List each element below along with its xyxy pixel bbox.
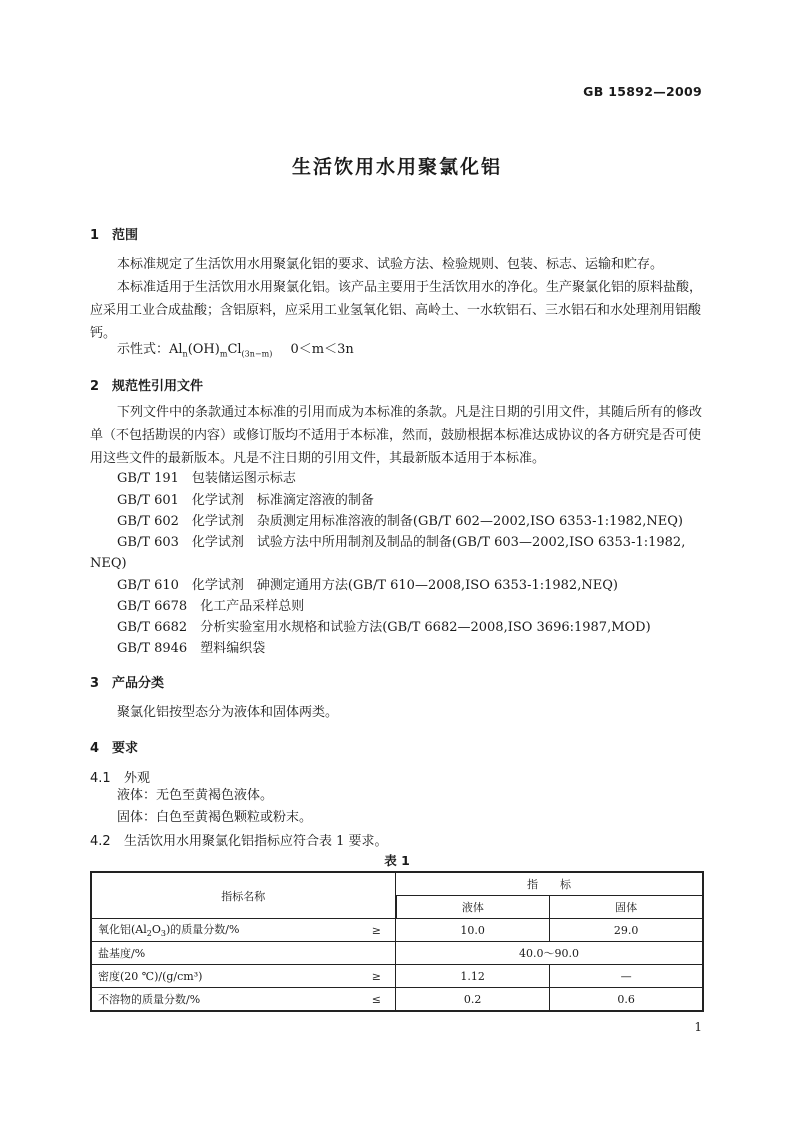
subsection-title: 生活饮用水用聚氯化铝指标应符合表 1 要求。 [124, 834, 388, 849]
reference-item: GB/T 610 化学试剂 砷测定通用方法(GB/T 610—2008,ISO 6353-1:1982,NEQ) [117, 578, 618, 593]
formula-range: 0＜m＜3n [290, 342, 354, 357]
section-title: 范围 [112, 228, 139, 243]
row-liquid-value: 1.12 [396, 965, 550, 988]
section-number: 2 [90, 379, 100, 394]
section-number: 4 [90, 741, 100, 756]
row-operator: ≤ [358, 988, 396, 1012]
row-solid-value: 29.0 [550, 919, 703, 942]
reference-item-continuation: NEQ) [90, 556, 127, 571]
standard-number: GB 15892—2009 [583, 84, 702, 99]
reference-item: GB/T 601 化学试剂 标准滴定溶液的制备 [117, 493, 374, 508]
appearance-liquid: 液体：无色至黄褐色液体。 [117, 788, 274, 803]
section-4-heading [90, 737, 138, 756]
row-solid-value: — [550, 965, 703, 988]
formula-sub-m: m [219, 349, 228, 359]
document-title: 生活饮用水用聚氯化铝 [291, 156, 502, 178]
reference-item: GB/T 191 包装储运图示标志 [117, 471, 296, 486]
row-name: 不溶物的质量分数/% [91, 988, 358, 1012]
section-title: 产品分类 [112, 676, 165, 691]
formula-mid: (OH) [187, 342, 220, 357]
section-title: 规范性引用文件 [112, 379, 204, 394]
section-3-heading [90, 672, 164, 691]
row-name: 密度(20 ℃)/(g/cm³) [91, 965, 358, 988]
table-header-row [91, 872, 703, 896]
formula-sub-3nm: (3n−m) [241, 349, 273, 359]
table-row [91, 942, 703, 965]
section-1-heading [90, 224, 138, 243]
row-solid-value: 0.6 [550, 988, 703, 1012]
formula-prefix: 示性式：Al [117, 342, 183, 357]
row-merged-value: 40.0～90.0 [396, 942, 703, 965]
table-caption: 表 1 [384, 853, 410, 868]
reference-item: GB/T 6682 分析实验室用水规格和试验方法(GB/T 6682—2008,ISO 3696:1987,MOD) [117, 620, 651, 635]
reference-item: GB/T 6678 化工产品采样总则 [117, 599, 305, 614]
appearance-solid: 固体：白色至黄褐色颗粒或粉末。 [117, 810, 313, 825]
header-liquid: 液体 [396, 896, 550, 919]
section-title: 要求 [112, 741, 139, 756]
section-2-heading [90, 375, 203, 394]
table-row [91, 919, 703, 942]
subsection-title: 外观 [124, 771, 151, 786]
row-name: 盐基度/% [91, 942, 396, 965]
header-solid: 固体 [550, 896, 703, 919]
page-number: 1 [694, 1020, 702, 1034]
section-2-paragraph-1: 下列文件中的条款通过本标准的引用而成为本标准的条款。凡是注日期的引用文件，其随后所有的修改单（不包括勘误的内容）或修订版均不适用于本标准，然而，鼓励根据本标准达成协议的各方研究是否可使用这些文件的最新版本。凡是不注日期的引用文件，其最新版本适用于本标准。 [90, 405, 703, 466]
table-row [91, 965, 703, 988]
reference-item: GB/T 602 化学试剂 杂质测定用标准溶液的制备(GB/T 602—2002,ISO 6353-1:1982,NEQ) [117, 514, 683, 529]
section-1-paragraph-1: 本标准规定了生活饮用水用聚氯化铝的要求、试验方法、检验规则、包装、标志、运输和贮存。 [117, 257, 664, 272]
formula-sub-n: n [182, 349, 188, 359]
row-liquid-value: 10.0 [396, 919, 550, 942]
row-operator: ≥ [358, 965, 396, 988]
section-3-paragraph-1: 聚氯化铝按型态分为液体和固体两类。 [117, 705, 339, 720]
formula-line [117, 338, 354, 366]
section-number: 3 [90, 676, 100, 691]
row-operator: ≥ [358, 919, 396, 942]
formula-cl: Cl [227, 342, 242, 357]
subsection-number: 4.1 [90, 771, 111, 786]
reference-item: GB/T 8946 塑料编织袋 [117, 641, 266, 656]
row-name: 氧化铝$(Al_2O_3)$的质量分数/% [91, 919, 358, 942]
table-row [91, 988, 703, 1012]
subsection-4-2 [90, 830, 388, 849]
row-liquid-value: 0.2 [396, 988, 550, 1012]
spec-table [90, 871, 704, 1012]
header-indicator: 指 标 [396, 872, 703, 896]
reference-item: GB/T 603 化学试剂 试验方法中所用制剂及制品的制备(GB/T 603—2002,ISO 6353-1:1982, [117, 535, 686, 550]
subsection-number: 4.2 [90, 834, 111, 849]
section-number: 1 [90, 228, 100, 243]
section-1-paragraph-2: 本标准适用于生活饮用水用聚氯化铝。该产品主要用于生活饮用水的净化。生产聚氯化铝的原料盐酸，应采用工业合成盐酸；含铝原料，应采用工业氢氧化铝、高岭土、一水软铝石、三水铝石和水处理剂用铝酸钙。 [90, 280, 703, 341]
header-indicator-name: 指标名称 [91, 872, 396, 919]
